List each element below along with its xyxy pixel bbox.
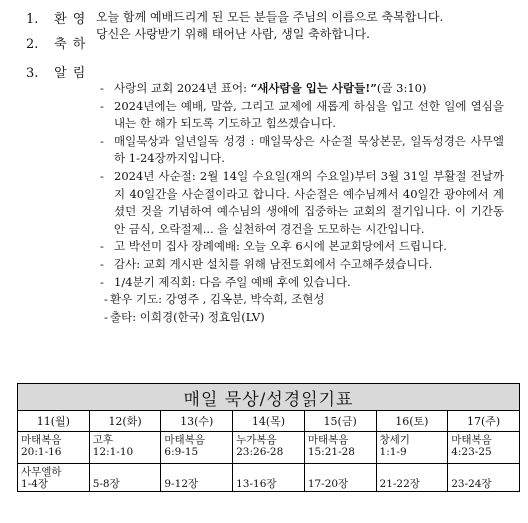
- section-label: 환영: [54, 12, 92, 27]
- section-number: 1.: [26, 12, 39, 27]
- section-label: 알림: [54, 66, 92, 81]
- chapter-row: [18, 464, 520, 492]
- reading-verse: 20:1-16: [21, 446, 62, 458]
- chapter-cell: [304, 464, 376, 492]
- reading-verse: 1:1-9: [379, 446, 407, 458]
- section-number: 3.: [26, 66, 39, 81]
- bullet-dash: -: [100, 239, 104, 254]
- reading-schedule-table: [17, 383, 520, 492]
- chapter-cell: [448, 464, 520, 492]
- chapter-range: 5-8장: [92, 478, 120, 490]
- bullet-dash: -: [100, 256, 104, 271]
- bullet-dash: -: [100, 98, 104, 113]
- reading-cell: [161, 432, 233, 464]
- reading-verse: 12:1-10: [92, 446, 134, 458]
- chapter-cell: [161, 464, 233, 492]
- day-cell: 11(월): [18, 411, 90, 432]
- bullet-dash: -: [100, 274, 104, 289]
- reading-cell: [233, 432, 305, 464]
- notice-item: [100, 168, 504, 238]
- reading-book: 누가복음: [236, 434, 277, 446]
- section-number: 2.: [26, 37, 39, 52]
- reading-verse: 6:9-15: [164, 446, 199, 458]
- notice-text: 1/4분기 제직회: 다음 주일 예배 후에 있습니다.: [114, 274, 351, 289]
- motto-quote: “새사람을 입는 사람들!”: [250, 81, 377, 95]
- subitem-text: 출타: 이희경(한국) 정효임(LV): [110, 309, 265, 324]
- reading-book: 마태복음: [307, 434, 349, 446]
- chapter-range: 9-12장: [164, 478, 199, 490]
- prayer-subitem: [100, 291, 504, 309]
- chapter-range: 17-20장: [307, 478, 349, 490]
- notice-item: [100, 98, 504, 133]
- chapter-cell: [376, 464, 448, 492]
- reading-cell: [18, 432, 90, 464]
- motto-prefix: 사랑의 교회 2024년 표어:: [114, 81, 251, 95]
- reading-book: 마태복음: [164, 434, 205, 446]
- reading-cell: [448, 432, 520, 464]
- bullet-dash: -: [104, 292, 108, 307]
- notice-text: 매일묵상과 일년일독 성경 : 매일묵상은 사순절 묵상본문, 일독성경은 사무엘하 1-24장까지입니다.: [114, 133, 504, 166]
- bullet-dash: -: [100, 133, 104, 148]
- chapter-range: 1-4장: [21, 478, 49, 490]
- schedule-title: 매일 묵상/성경읽기표: [18, 384, 520, 411]
- notice-text: 2024년에는 예배, 말씀, 그리고 교제에 새롭게 하심을 입고 선한 일에 열심을 내는 한 해가 되도록 기도하고 힘쓰겠습니다.: [114, 98, 504, 131]
- bullet-dash: -: [100, 81, 104, 95]
- away-subitem: [100, 309, 504, 327]
- notices-list: [100, 80, 504, 326]
- reading-book: 마태복음: [451, 434, 492, 446]
- bullet-dash: -: [104, 309, 108, 324]
- reading-book: 창세기: [379, 434, 410, 446]
- reading-book: 마태복음: [21, 434, 62, 446]
- chapter-cell: [89, 464, 161, 492]
- notice-motto: [100, 80, 504, 98]
- welcome-text: 오늘 함께 예배드리게 된 모든 분들을 주님의 이름으로 축복합니다.: [96, 10, 444, 24]
- reading-book: 고후: [92, 434, 113, 446]
- reading-verse: 4:23-25: [451, 446, 492, 458]
- section-birthday: [26, 33, 91, 52]
- section-label: 축하: [54, 37, 92, 52]
- notice-item: [100, 238, 504, 256]
- day-cell: 12(화): [89, 411, 161, 432]
- chapter-range: 21-22장: [379, 478, 420, 490]
- bullet-dash: -: [100, 168, 104, 183]
- notice-text: 2024년 사순절: 2월 14일 수요일(재의 수요일)부터 3월 31일 부활절 전날까지 40일간을 사순절이라고 합니다. 사순절은 예수님께서 40일간 광야에서 계셨던 것을 기념하여 예수님의 생애에 집중하는 교회의 절기입니다. 이 기간동안 금식, 오락절제... 을 실천하여 경건을 도모하는 시간입니다.: [114, 168, 504, 236]
- notice-text: 감사: 교회 게시판 설치를 위해 남전도회에서 수고해주셨습니다.: [114, 256, 433, 271]
- subitem-text: 환우 기도: 강영주 , 김옥분, 박숙희, 조현성: [110, 292, 325, 307]
- reading-cell: [304, 432, 376, 464]
- reading-cell: [89, 432, 161, 464]
- reading-row: [18, 432, 520, 464]
- reading-verse: 15:21-28: [307, 446, 355, 458]
- day-cell: 14(목): [233, 411, 305, 432]
- section-notices: [26, 62, 91, 81]
- chapter-book: 사무엘하: [21, 466, 62, 478]
- chapter-range: 23-24장: [451, 478, 492, 490]
- day-cell: 15(금): [304, 411, 376, 432]
- notice-text: 고 박선미 집사 장례예배: 오늘 오후 6시에 본교회당에서 드립니다.: [114, 239, 447, 254]
- day-row: [18, 411, 520, 432]
- motto-reference: (골 3:10): [376, 81, 427, 95]
- day-cell: 13(수): [161, 411, 233, 432]
- chapter-cell: [233, 464, 305, 492]
- reading-verse: 23:26-28: [236, 446, 284, 458]
- birthday-text: 당신은 사랑받기 위해 태어난 사람, 생일 축하합니다.: [96, 27, 370, 41]
- notice-item: [100, 274, 504, 292]
- reading-cell: [376, 432, 448, 464]
- notice-item: [100, 133, 504, 168]
- day-cell: 17(주): [448, 411, 520, 432]
- notice-item: [100, 256, 504, 274]
- chapter-range: 13-16장: [236, 478, 277, 490]
- day-cell: 16(토): [376, 411, 448, 432]
- section-welcome: [26, 8, 91, 27]
- chapter-cell: [18, 464, 90, 492]
